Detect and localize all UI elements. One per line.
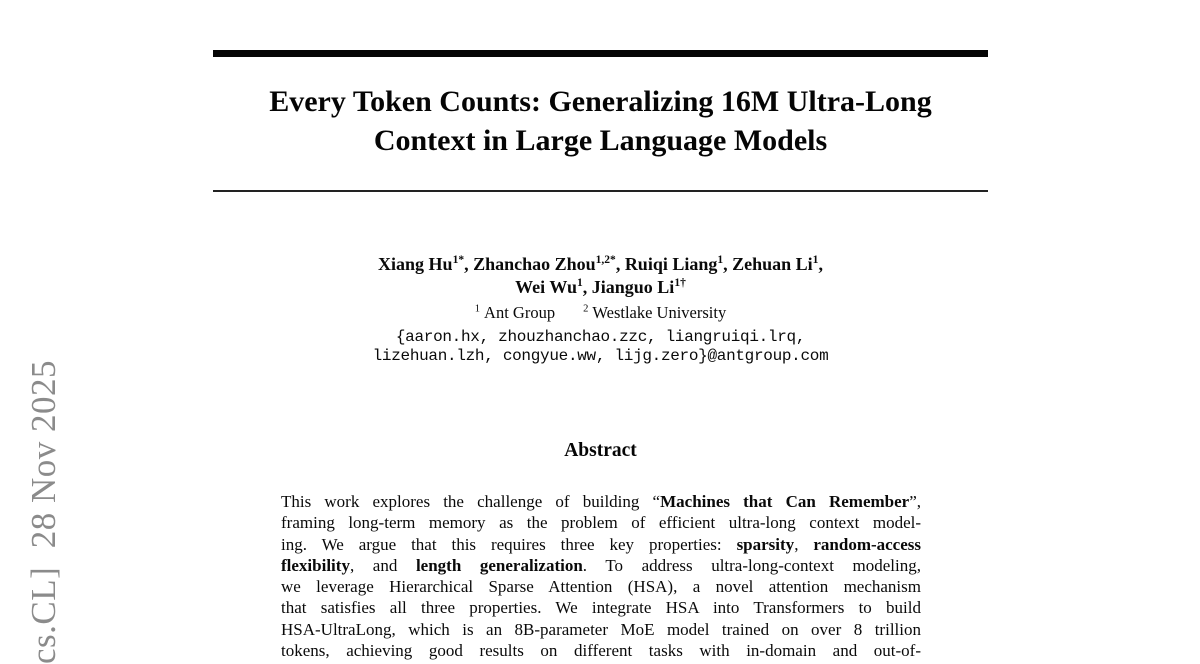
author-superscript: 1 (717, 254, 724, 266)
abstract-line: HSA-UltraLong, which is an 8B-parameter MoE model trained on over 8 trillion (281, 619, 921, 639)
top-rule-thick (213, 50, 988, 57)
author-superscript: 1,2* (595, 254, 616, 266)
author: Wei Wu$^1$, (515, 277, 592, 297)
author-superscript: 1 (577, 277, 583, 289)
affiliation-ant-group: $^1$ Ant Group (474, 303, 556, 322)
abstract-line: This work explores the challenge of building “Machines that Can Remember”, (281, 492, 921, 511)
title-bottom-rule (213, 190, 988, 192)
author: Zhanchao Zhou$^{1,2*}$, (473, 254, 625, 274)
author: Ruiqi Liang$^1$, (624, 254, 733, 274)
author-superscript: 1† (674, 277, 686, 289)
title-line-2: Context in Large Language Models (373, 124, 828, 157)
author: Zehuan Li$^1$, (732, 254, 823, 274)
email-line-1: {aaron.hx, zhouzhanchao.zzc, liangruiqi.lrq, (395, 328, 806, 346)
author-superscript: 1 (812, 254, 819, 266)
abstract-heading: Abstract (564, 440, 637, 461)
abstract-line: flexibility, and length generalization. To address ultra-long-context modeling, (281, 555, 921, 575)
affiliations-line (213, 303, 988, 323)
abstract-line: ing. We argue that this requires three key properties: sparsity, random-access (281, 534, 922, 554)
author-superscript: 1* (452, 254, 465, 266)
abstract-line: framing long-term memory as the problem of efficient ultra-long context model- (281, 513, 921, 533)
authors-block (213, 253, 988, 299)
author: Xiang $Hu^{1*}$, (378, 254, 474, 274)
author: Jianguo $Li^{1\dagger}$ (591, 277, 686, 297)
affiliation-superscript: 2 (583, 303, 589, 315)
abstract-line: we leverage Hierarchical Sparse Attention (HSA), a novel attention mechanism (281, 577, 921, 597)
authors-line-2 (213, 276, 988, 299)
affiliation-westlake: $^2$ Westlake University (583, 303, 727, 322)
abstract-body (281, 491, 921, 661)
abstract-line: tokens, achieving good results on different tasks with in-domain and out-of- (281, 641, 921, 661)
abstract-line: that satisfies all three properties. We integrate HSA into Transformers to build (281, 598, 921, 618)
affiliation-superscript: 1 (474, 303, 481, 315)
title-line-1: Every Token Counts: Generalizing 16M Ultra-Long (269, 85, 932, 118)
emails-block (213, 328, 988, 366)
paper-title (213, 82, 988, 160)
authors-line-1 (213, 253, 988, 276)
arxiv-stamp: cs.CL] 28 Nov 2025 (24, 359, 63, 664)
email-line-2: lizehuan.lzh, congyue.ww, lijg.zero}@antgroup.com (372, 347, 829, 365)
